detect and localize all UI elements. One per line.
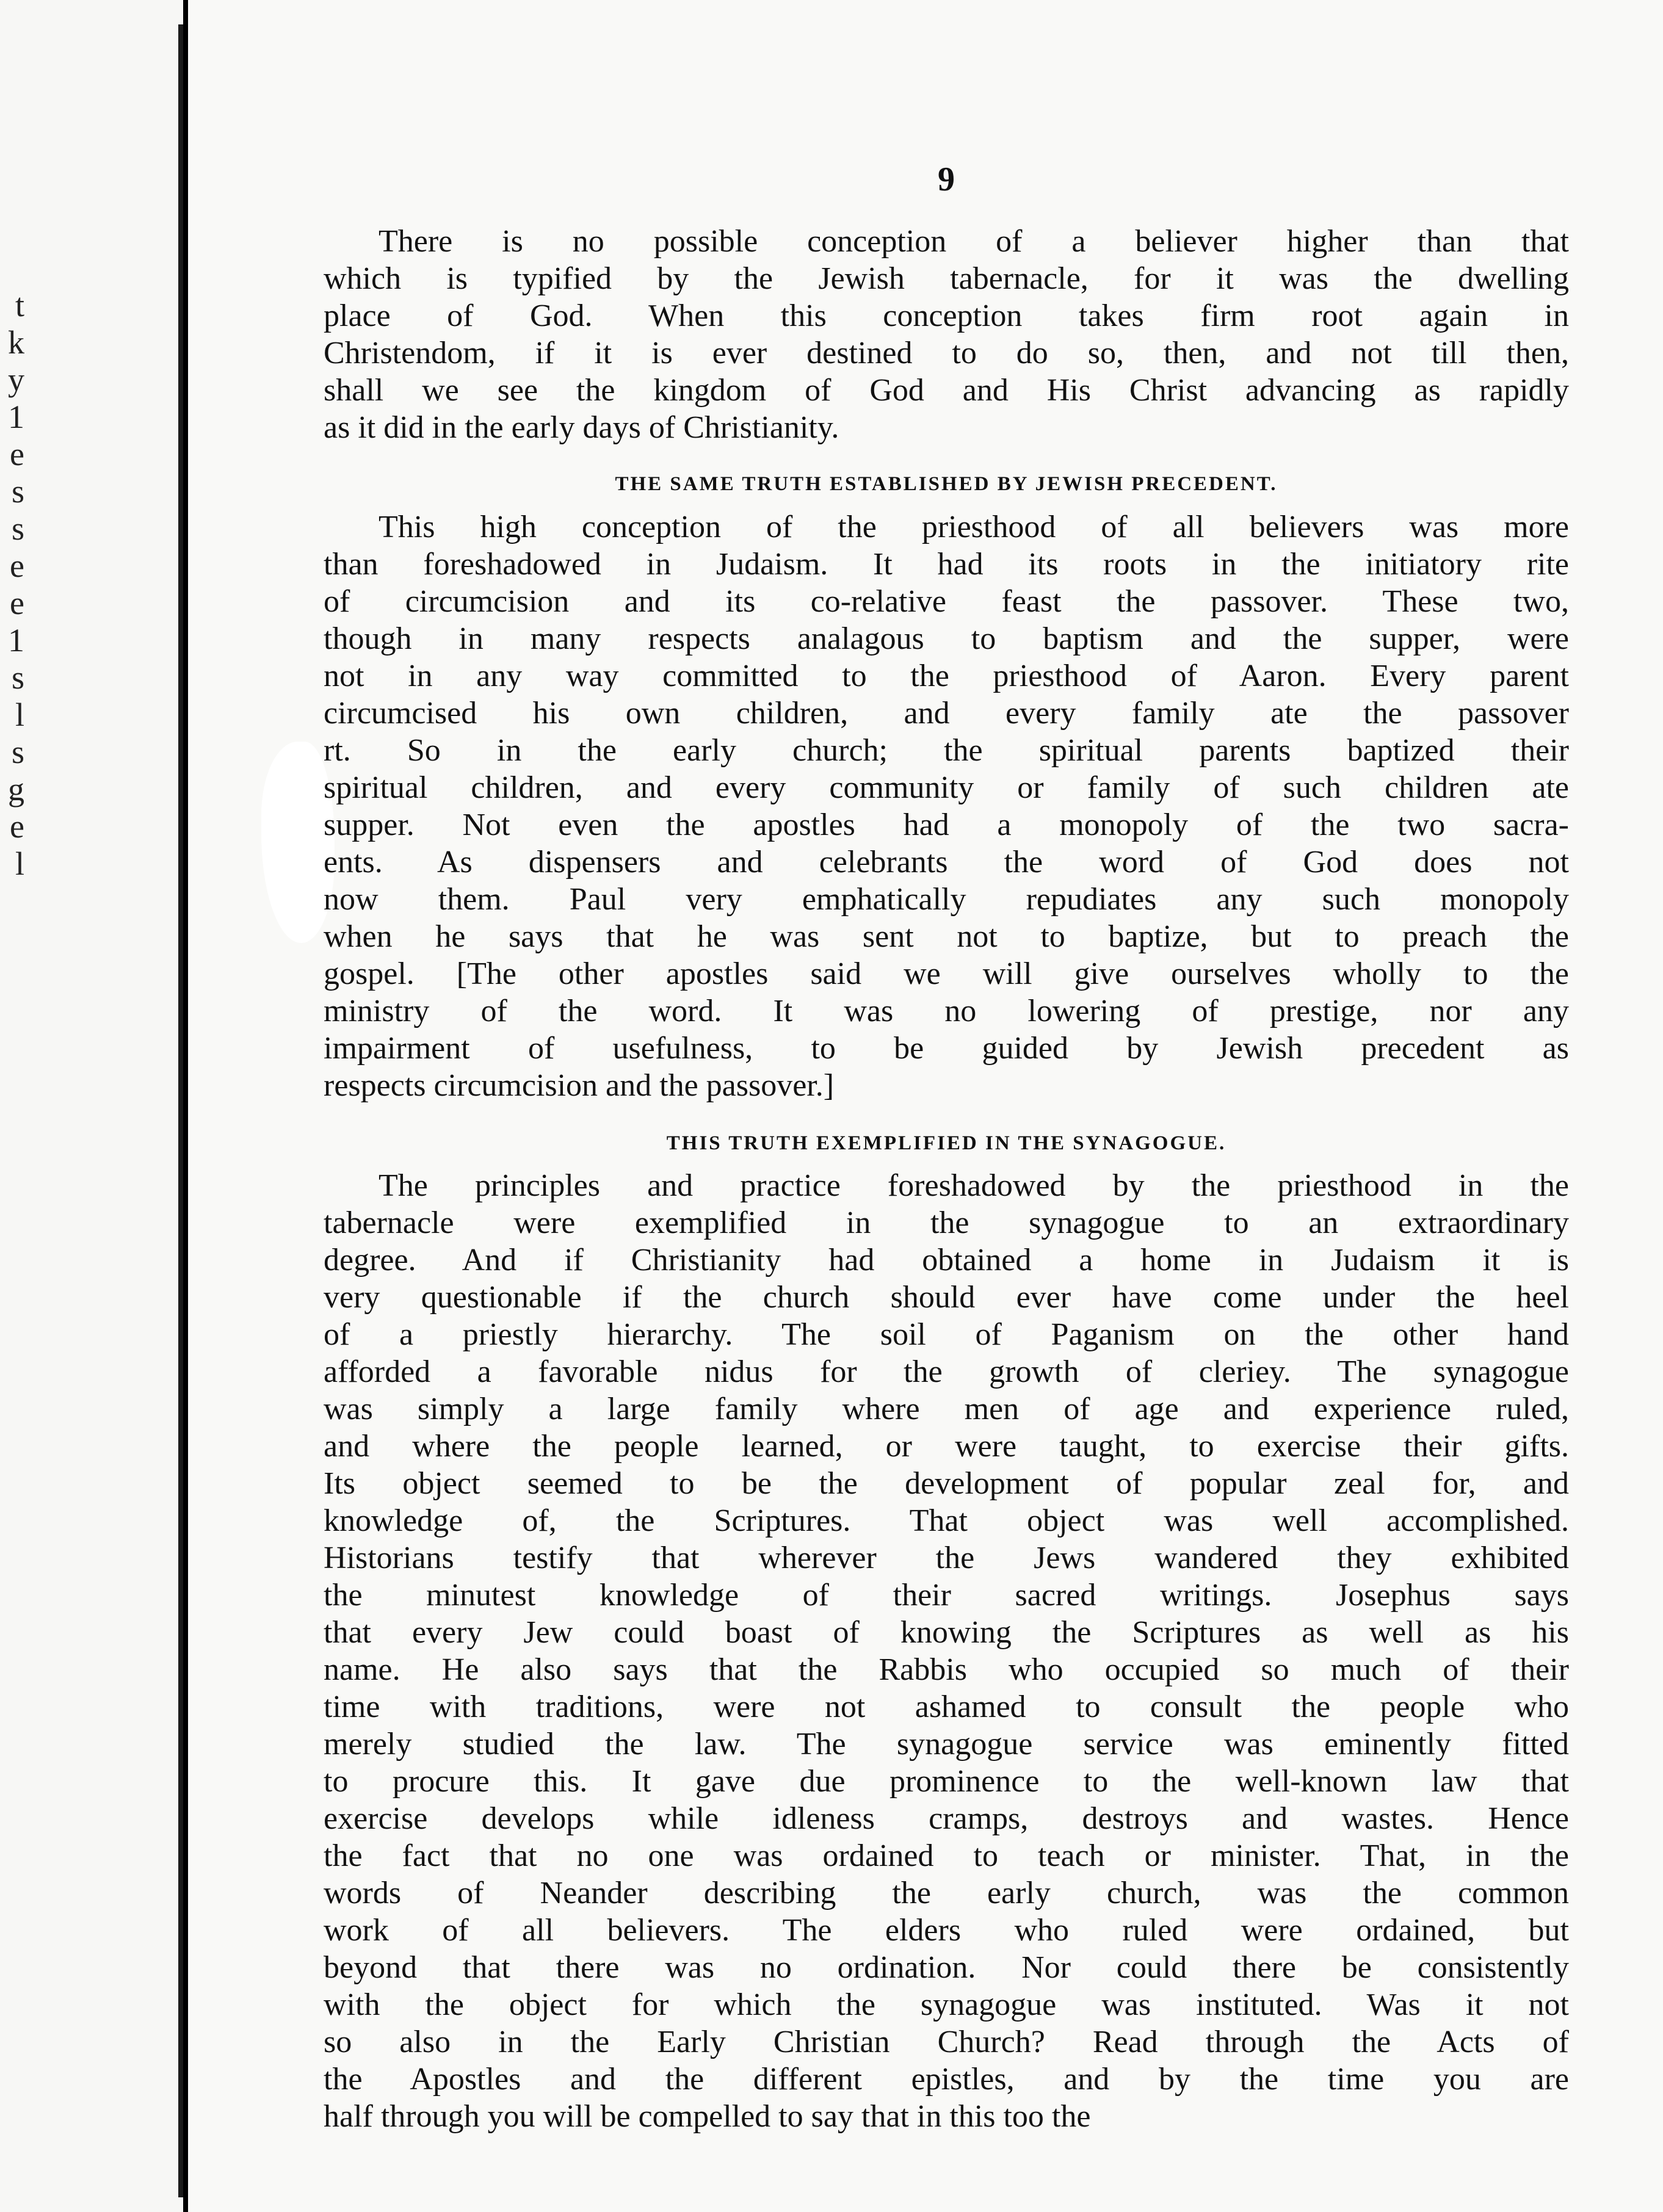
edge-fragment-glyph: s [11, 659, 24, 696]
text-line: circumcised his own children, and every family ate the passover [324, 696, 1569, 731]
edge-fragment-glyph: e [10, 585, 24, 621]
text-line: Its object seemed to be the development of popular zeal for, and [324, 1466, 1569, 1501]
text-line: very questionable if the church should ever have come under the heel [324, 1280, 1569, 1315]
text-line: There is no possible conception of a believer higher than that [379, 224, 1569, 259]
text-line: The principles and practice foreshadowed by the priesthood in the [379, 1168, 1569, 1203]
intro-paragraph [324, 223, 1569, 446]
edge-fragment-glyph: t [15, 287, 24, 323]
edge-fragment-glyph: s [11, 510, 24, 547]
text-line: of circumcision and its co-relative feast the passover. These two, [324, 584, 1569, 619]
text-line: the minutest knowledge of their sacred writings. Josephus says [324, 1578, 1569, 1613]
text-line: Historians testify that wherever the Jews wandered they exhibited [324, 1541, 1569, 1575]
text-line: of a priestly hierarchy. The soil of Paganism on the other hand [324, 1317, 1569, 1352]
edge-fragment-glyph: l [15, 845, 24, 882]
text-line: beyond that there was no ordination. Nor could there be consistently [324, 1950, 1569, 1985]
text-line: supper. Not even the apostles had a monopoly of the two sacra- [324, 808, 1569, 842]
text-line: knowledge of, the Scriptures. That object was well accomplished. [324, 1503, 1569, 1538]
edge-fragment-glyph: s [11, 734, 24, 770]
text-line: This high conception of the priesthood of all believers was more [379, 510, 1569, 544]
text-line: the fact that no one was ordained to teach or minister. That, in the [324, 1838, 1569, 1873]
binding-gutter-line [178, 24, 183, 2197]
text-line: ministry of the word. It was no lowering of prestige, nor any [324, 994, 1569, 1028]
text-line: than foreshadowed in Judaism. It had its roots in the initiatory rite [324, 547, 1569, 582]
text-line: now them. Paul very emphatically repudiates any such monopoly [324, 882, 1569, 917]
facing-page-edge [0, 0, 183, 2212]
text-line: the Apostles and the different epistles, and by the time you are [324, 2062, 1569, 2097]
text-line: which is typified by the Jewish tabernacle, for it was the dwelling [324, 261, 1569, 296]
text-line: exercise develops while idleness cramps, destroys and wastes. Hence [324, 1801, 1569, 1836]
book-page [188, 0, 1663, 2212]
facing-page-text-fragments [0, 287, 24, 883]
text-line: shall we see the kingdom of God and His Christ advancing as rapidly [324, 373, 1569, 408]
text-line: time with traditions, were not ashamed to consult the people who [324, 1690, 1569, 1724]
text-line: impairment of usefulness, to be guided by Jewish precedent as [324, 1031, 1569, 1066]
text-line: afforded a favorable nidus for the growth of cleriey. The synagogue [324, 1354, 1569, 1389]
text-line: spiritual children, and every community or family of such children ate [324, 770, 1569, 805]
text-line: degree. And if Christianity had obtained a home in Judaism it is [324, 1243, 1569, 1278]
text-line: name. He also says that the Rabbis who occupied so much of their [324, 1652, 1569, 1687]
text-line: place of God. When this conception takes firm root again in [324, 298, 1569, 333]
text-line: when he says that he was sent not to baptize, but to preach the [324, 919, 1569, 954]
section-synagogue-paragraph [324, 1167, 1569, 2135]
text-line: so also in the Early Christian Church? Read through the Acts of [324, 2025, 1569, 2059]
text-line: gospel. [The other apostles said we will give ourselves wholly to the [324, 956, 1569, 991]
text-line: work of all believers. The elders who ruled were ordained, but [324, 1913, 1569, 1948]
edge-fragment-glyph: e [10, 436, 24, 472]
text-line: and where the people learned, or were taught, to exercise their gifts. [324, 1429, 1569, 1464]
edge-fragment-glyph: g [8, 771, 24, 808]
text-line: Christendom, if it is ever destined to do so, then, and not till then, [324, 336, 1569, 370]
section-jewish-precedent-paragraph [324, 508, 1569, 1104]
edge-fragment-glyph: 1 [8, 399, 24, 435]
text-line: respects circumcision and the passover.] [324, 1068, 835, 1103]
text-line: not in any way committed to the priesthood of Aaron. Every parent [324, 659, 1569, 693]
page-number: 9 [938, 161, 955, 198]
text-line: rt. So in the early church; the spiritual parents baptized their [324, 733, 1569, 768]
text-line: with the object for which the synagogue was instituted. Was it not [324, 1987, 1569, 2022]
text-line: tabernacle were exemplified in the synagogue to an extraordinary [324, 1205, 1569, 1240]
edge-fragment-glyph: l [15, 696, 24, 733]
section-heading-synagogue: THIS TRUTH EXEMPLIFIED IN THE SYNAGOGUE. [666, 1132, 1226, 1154]
edge-fragment-glyph: 1 [8, 622, 24, 659]
text-line: words of Neander describing the early church, was the common [324, 1876, 1569, 1910]
text-line: that every Jew could boast of knowing the Scriptures as well as his [324, 1615, 1569, 1650]
section-heading-jewish-precedent: THE SAME TRUTH ESTABLISHED BY JEWISH PRECEDENT. [615, 473, 1278, 495]
edge-fragment-glyph: y [8, 361, 24, 398]
edge-fragment-glyph: s [11, 473, 24, 510]
edge-fragment-glyph: e [10, 808, 24, 845]
text-line: ents. As dispensers and celebrants the word of God does not [324, 845, 1569, 880]
text-line: though in many respects analagous to baptism and the supper, were [324, 621, 1569, 656]
text-line: as it did in the early days of Christianity. [324, 410, 839, 445]
text-line: merely studied the law. The synagogue service was eminently fitted [324, 1727, 1569, 1762]
text-line: was simply a large family where men of age and experience ruled, [324, 1392, 1569, 1426]
text-line: to procure this. It gave due prominence to the well-known law that [324, 1764, 1569, 1799]
edge-fragment-glyph: k [8, 324, 24, 361]
edge-fragment-glyph: e [10, 548, 24, 584]
text-line: half through you will be compelled to say that in this too the [324, 2099, 1091, 2134]
